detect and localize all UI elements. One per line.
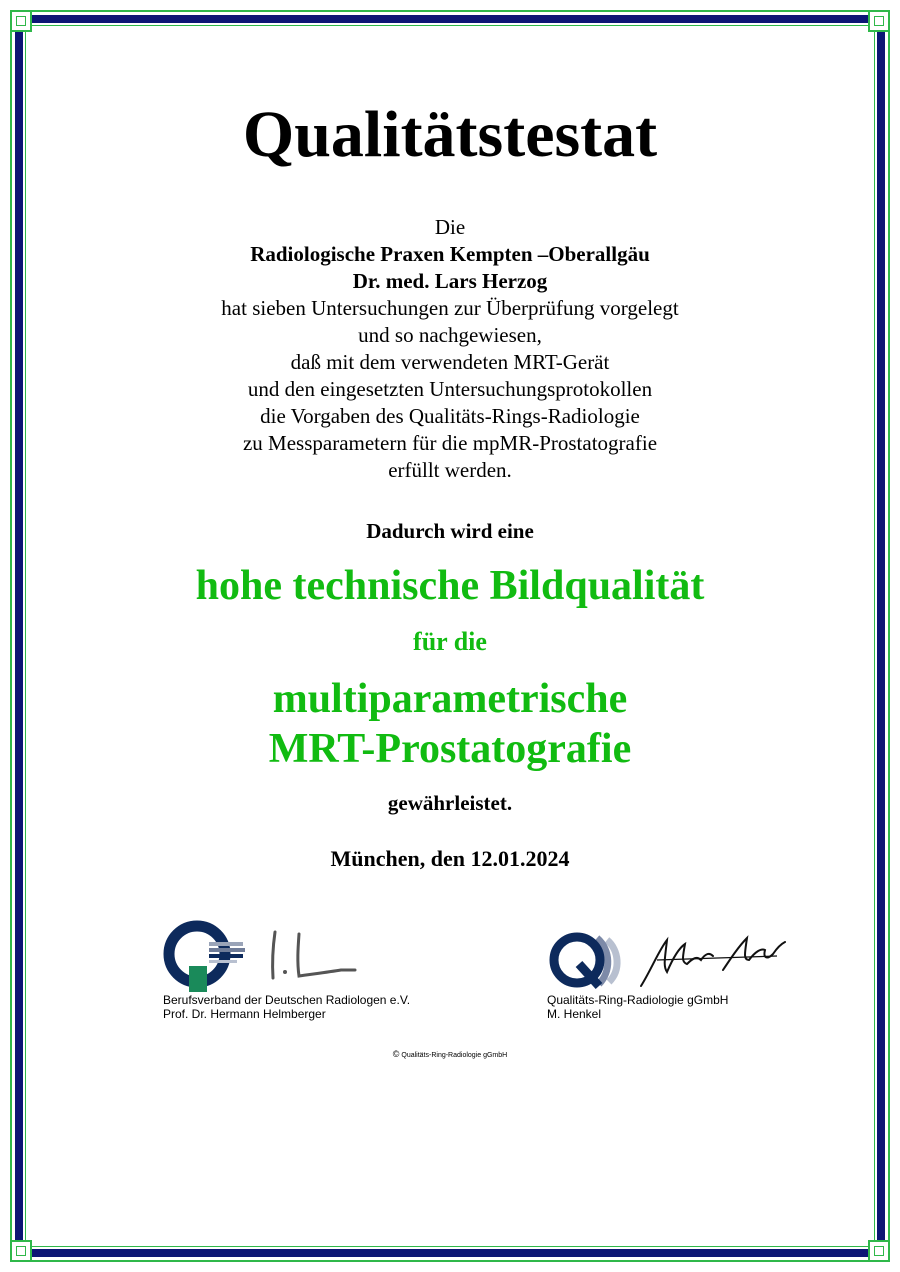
body-line: und so nachgewiesen, [358, 323, 542, 347]
copyright-symbol: © [392, 1049, 400, 1059]
certificate-title: Qualitätstestat [242, 98, 658, 171]
signatory-right-caption [547, 993, 728, 1021]
practice-name: Radiologische Praxen Kempten –Oberallgäu [250, 242, 650, 266]
copyright-text: Qualitäts-Ring-Radiologie gGmbH [401, 1052, 508, 1059]
body-line: hat sieben Untersuchungen zur Überprüfung vorgelegt [221, 296, 679, 320]
signatory-right [547, 926, 807, 1026]
signatory-left [163, 916, 493, 1026]
doctor-name: Dr. med. Lars Herzog [352, 269, 548, 293]
signatory-right-organization: Qualitäts-Ring-Radiologie gGmbH [547, 993, 729, 1007]
signatory-left-caption [163, 993, 410, 1021]
signatory-right-person: M. Henkel [547, 1007, 602, 1021]
copyright-notice [0, 1049, 900, 1061]
body-line: zu Messparametern für die mpMR-Prostatografie [242, 431, 658, 455]
corner-ornament-top-left [10, 10, 32, 32]
qrr-logo-icon [549, 928, 639, 992]
signature-helmberger-icon [263, 926, 373, 986]
highlight-subject-line2: MRT-Prostatografie [268, 726, 632, 772]
highlight-for: für die [413, 627, 487, 656]
body-line: erfüllt werden. [388, 458, 512, 482]
corner-ornament-bottom-right [868, 1240, 890, 1262]
corner-ornament-bottom-left [10, 1240, 32, 1262]
corner-ornament-top-right [868, 10, 890, 32]
highlight-subject-line1: multiparametrische [272, 676, 628, 722]
certificate-body [0, 214, 900, 484]
intro-text: Die [434, 215, 466, 239]
signatory-left-organization: Berufsverband der Deutschen Radiologen e.V. [163, 993, 411, 1007]
body-line: und den eingesetzten Untersuchungsprotokollen [247, 377, 653, 401]
signature-henkel-icon [637, 930, 787, 990]
highlight-main: hohe technische Bildqualität [195, 563, 705, 609]
highlight-subject [0, 674, 900, 774]
signatory-left-person: Prof. Dr. Hermann Helmberger [163, 1007, 326, 1021]
body-line: daß mit dem verwendeten MRT-Gerät [290, 350, 610, 374]
lead-in-text: Dadurch wird eine [366, 519, 534, 543]
closing-text: gewährleistet. [387, 791, 513, 815]
body-line: die Vorgaben des Qualitäts-Rings-Radiologie [260, 404, 640, 428]
place-date: München, den 12.01.2024 [330, 846, 570, 871]
